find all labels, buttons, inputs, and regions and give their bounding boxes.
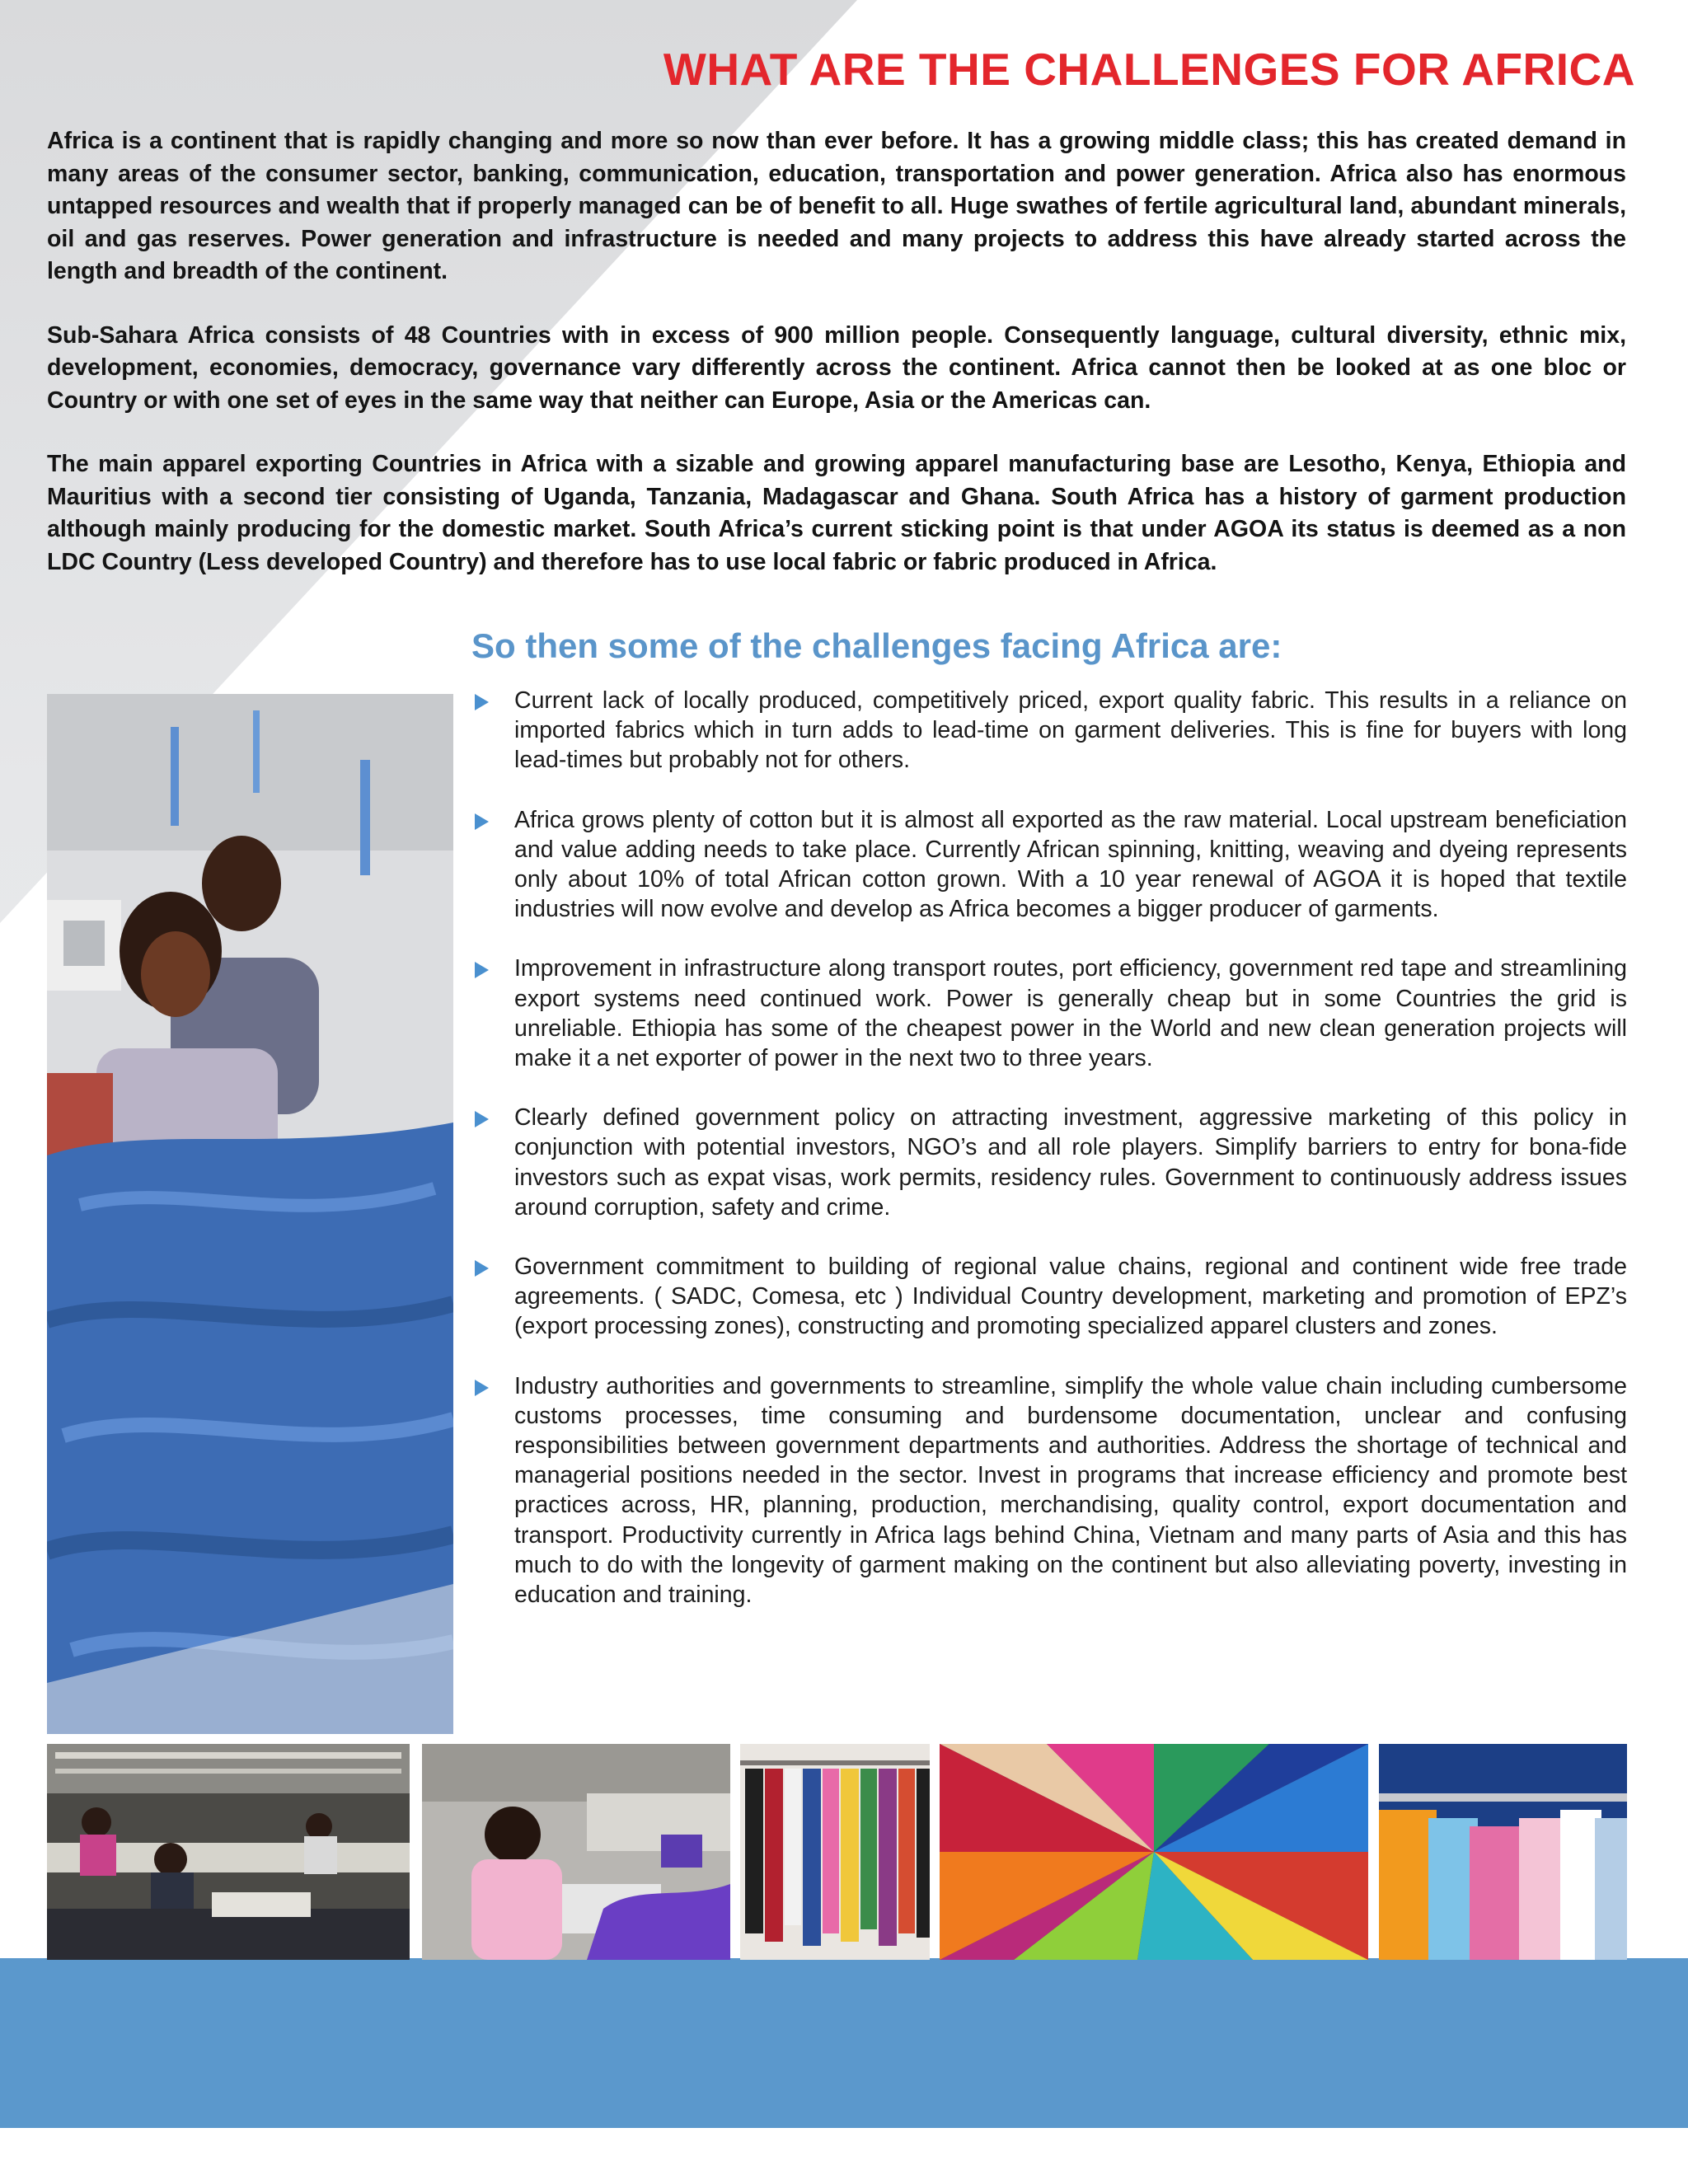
triangle-right-icon — [475, 1260, 489, 1277]
list-item — [471, 1103, 1627, 1222]
triangle-right-icon — [475, 962, 489, 978]
intro-text — [47, 125, 1626, 610]
intro-paragraph: The main apparel exporting Countries in Africa with a sizable and growing apparel manufacturing base are Lesotho, Kenya, Ethiopia and Mauritius with a second tier consisting of Uganda, Tanzania, Madagascar and Ghana. South Africa has a history of garment production although mainly producing for the domestic market. South Africa’s current sticking point is that under AGOA its status is deemed as a non LDC Country (Less developed Country) and therefore has to use local fabric or fabric produced in Africa. — [47, 451, 1626, 575]
challenge-text: Improvement in infrastructure along transport routes, port efficiency, government red tape and streamlining export systems need continued work. Power is generally cheap but in some Countries the grid is unreliable. Ethiopia has some of the cheapest power in the World and new clean generation projects will make it a net exporter of power in the next two to three years. — [514, 955, 1627, 1072]
factory-floor-photo — [47, 1744, 410, 1960]
list-item — [471, 954, 1627, 1073]
triangle-right-icon — [475, 1380, 489, 1396]
list-item — [471, 686, 1627, 776]
intro-paragraph: Sub-Sahara Africa consists of 48 Countries with in excess of 900 million people. Consequently language, cultural diversity, ethnic mix, development, economies, democracy, governance vary differently across the continent. Africa cannot then be looked at as one bloc or Country or with one set of eyes in the same way that neither can Europe, Asia or the Americas can. — [47, 321, 1626, 414]
challenges-list — [471, 686, 1627, 1639]
challenge-text: Africa grows plenty of cotton but it is almost all exported as the raw material. Local upstream beneficiation and value adding needs to take place. Currently African spinning, knitting, weaving and dyeing represents only about 10% of total African cotton grown. With a 10 year renewal of AGOA it is hoped that textile industries will now evolve and develop as Africa becomes a bigger producer of garments. — [514, 806, 1627, 923]
challenge-text: Industry authorities and governments to streamline, simplify the whole value chain including cumbersome customs processes, time consuming and burdensome documentation, unclear and confusing responsibilities between government departments and authorities. Address the shortage of technical and managerial positions needed in the sector. Invest in programs that increase efficiency and promote best practices across, HR, planning, production, merchandising, quality control, export documentation and transport. Productivity currently in Africa lags behind China, Vietnam and many parts of Asia and this has much to do with the longevity of garment making on the continent but also alleviating poverty, investing in education and training. — [514, 1372, 1627, 1609]
triangle-right-icon — [475, 1111, 489, 1127]
list-item — [471, 1252, 1627, 1342]
list-item — [471, 1371, 1627, 1610]
intro-paragraph: Africa is a continent that is rapidly changing and more so now than ever before. It has a growing middle class; this has created demand in many areas of the consumer sector, banking, communication, education, transportation and power generation. Africa also has enormous untapped resources and wealth that if properly managed can be of benefit to all. Huge swathes of fertile agricultural land, abundant minerals, oil and gas reserves. Power generation and infrastructure is needed and many projects to address this have already started across the length and breadth of the continent. — [47, 128, 1626, 284]
colored-fabrics-photo — [940, 1744, 1368, 1960]
clothing-rack-photo — [740, 1744, 930, 1960]
challenges-subheading: So then some of the challenges facing Africa are: — [471, 626, 1282, 665]
challenge-text: Clearly defined government policy on attracting investment, aggressive marketing of this policy in conjunction with potential investors, NGO’s and all role players. Simplify barriers to entry for bona-fide investors such as expat visas, work permits, residency rules. Government to continuously address issues around corruption, safety and crime. — [514, 1104, 1627, 1221]
triangle-right-icon — [475, 694, 489, 710]
garment-workers-photo — [47, 694, 453, 1734]
challenge-text: Current lack of locally produced, competitively priced, export quality fabric. This results in a reliance on imported fabrics which in turn adds to lead-time on garment deliveries. This is fine for buyers with long lead-times but probably not for others. — [514, 687, 1627, 774]
triangle-right-icon — [475, 813, 489, 830]
sewing-worker-photo — [422, 1744, 730, 1960]
list-item — [471, 805, 1627, 925]
page-title: WHAT ARE THE CHALLENGES FOR AFRICA — [663, 44, 1635, 95]
hanging-shirts-photo — [1379, 1744, 1627, 1960]
footer-band — [0, 1958, 1688, 2128]
challenge-text: Government commitment to building of regional value chains, regional and continent wide free trade agreements. ( SADC, Comesa, etc ) Individual Country development, marketing and promotion of EPZ’s (export processing zones), constructing and promoting specialized apparel clusters and zones. — [514, 1254, 1627, 1340]
